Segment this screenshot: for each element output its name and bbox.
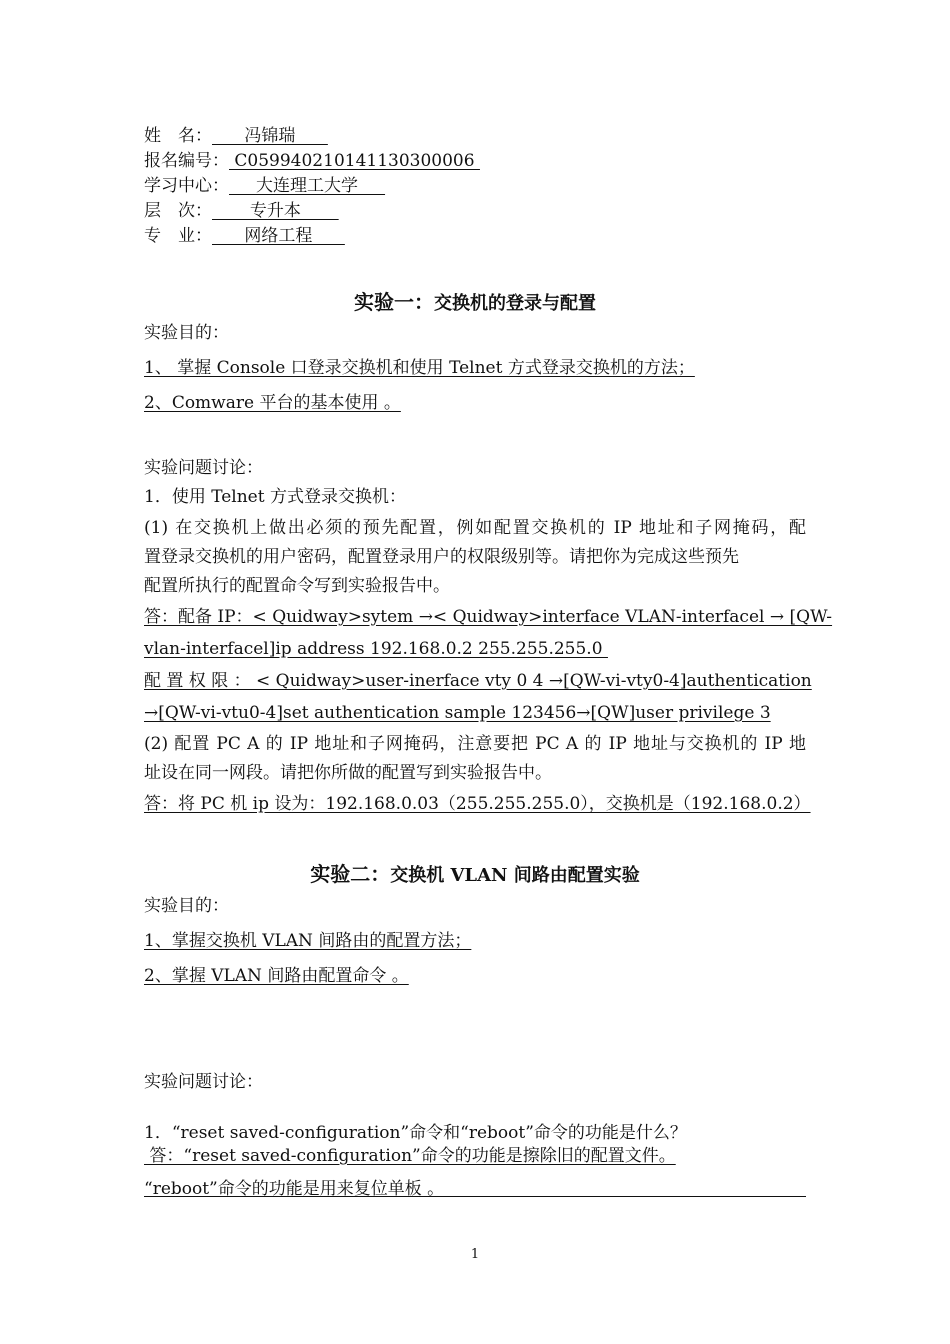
exp1-answer-1-line4: →[QW-vi-vtu0-4]set authentication sample 123456→[QW]user privilege 3 bbox=[144, 703, 771, 723]
info-center-value: 大连理工大学 bbox=[229, 176, 386, 196]
info-name-row: 姓 名： 冯锦瑞 bbox=[144, 126, 328, 146]
exp2-discussion-label: 实验问题讨论： bbox=[144, 1072, 263, 1092]
exp1-purpose-2: 2、Comware 平台的基本使用 。 bbox=[144, 393, 401, 413]
info-major-value: 网络工程 bbox=[212, 226, 345, 246]
exp1-question-1: 1．使用 Telnet 方式登录交换机： bbox=[144, 487, 406, 507]
exp2-purpose-label: 实验目的： bbox=[144, 896, 229, 916]
info-name-value: 冯锦瑞 bbox=[212, 126, 328, 146]
exp2-purpose-2: 2、掌握 VLAN 间路由配置命令 。 bbox=[144, 966, 409, 986]
exp2-heading: 实验二：交换机 VLAN 间路由配置实验 bbox=[310, 862, 640, 886]
info-center-row: 学习中心： 大连理工大学 bbox=[144, 176, 386, 196]
exp1-purpose-1: 1、 掌握 Console 口登录交换机和使用 Telnet 方式登录交换机的方法； bbox=[144, 358, 695, 378]
exp1-q1-1-line2: 置登录交换机的用户密码，配置登录用户的权限级别等。请把你为完成这些预先 bbox=[144, 547, 739, 567]
exp1-q1-2-line2: 址设在同一网段。请把你所做的配置写到实验报告中。 bbox=[144, 763, 552, 783]
exp1-purpose-label: 实验目的： bbox=[144, 323, 229, 343]
exp1-q1-1-line3: 配置所执行的配置命令写到实验报告中。 bbox=[144, 576, 450, 596]
exp1-answer-1-line3: 配 置 权 限 ： < Quidway>user-inerface vty 0 4 →[QW-vi-vty0-4]authentication bbox=[144, 671, 812, 691]
exp1-answer-2: 答：将 PC 机 ip 设为：192.168.0.03（255.255.255.0），交换机是（192.168.0.2） bbox=[144, 794, 811, 814]
exp2-purpose-1: 1、掌握交换机 VLAN 间路由的配置方法； bbox=[144, 931, 472, 951]
exp1-heading: 实验一：交换机的登录与配置 bbox=[354, 290, 596, 314]
exp1-q1-1-line1: (1) 在交换机上做出必须的预先配置，例如配置交换机的 IP 地址和子网掩码，配 bbox=[144, 518, 806, 538]
page-number: 1 bbox=[470, 1247, 480, 1262]
exp2-answer-1: 答：“reset saved-configuration”命令的功能是擦除旧的配置文件。 bbox=[144, 1146, 676, 1166]
exp1-answer-1-line2: vlan-interfacel]ip address 192.168.0.2 255.255.255.0 bbox=[144, 639, 608, 659]
info-id-row: 报名编号： C059940210141130300006 bbox=[144, 151, 480, 171]
info-id-value: C059940210141130300006 bbox=[229, 151, 480, 171]
exp2-answer-2: “reboot”命令的功能是用来复位单板 。 bbox=[144, 1179, 445, 1199]
exp1-q1-2-line1: (2) 配置 PC A 的 IP 地址和子网掩码，注意要把 PC A 的 IP 地址与交换机的 IP 地 bbox=[144, 734, 806, 754]
exp2-question-1: 1．“reset saved-configuration”命令和“reboot”命令的功能是什么？ bbox=[144, 1123, 687, 1143]
info-major-row: 专 业： 网络工程 bbox=[144, 226, 345, 246]
exp2-answer-2-underline bbox=[144, 1196, 806, 1197]
info-level-row: 层 次： 专升本 bbox=[144, 201, 339, 221]
exp1-discussion-label: 实验问题讨论： bbox=[144, 458, 263, 478]
info-level-value: 专升本 bbox=[212, 201, 339, 221]
exp1-answer-1-line1: 答：配备 IP：< Quidway>sytem →< Quidway>interface VLAN-interfacel → [QW- bbox=[144, 607, 833, 627]
